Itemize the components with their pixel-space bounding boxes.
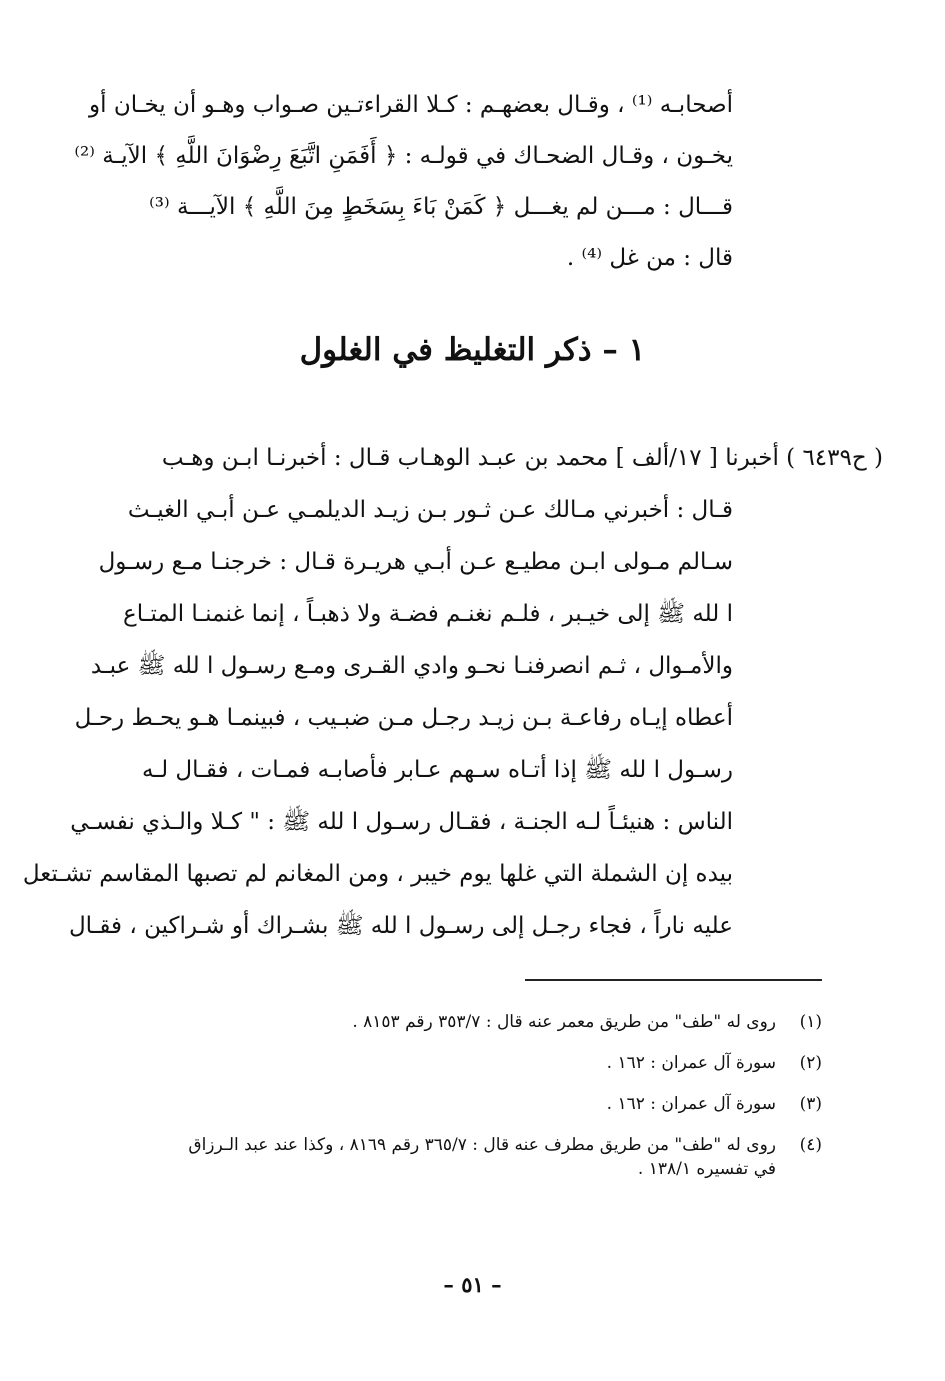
footnote-text <box>130 1010 776 1034</box>
hadith-paragraph <box>22 432 885 952</box>
text-line: سـالم مـولى ابـن مطيـع عـن أبـي هريـرة قـال : خرجنـا مـع رسـول <box>98 549 733 575</box>
text-line: والأمـوال ، ثـم انصرفنـا نحـو وادي القـرى ومـع رسـول ا لله ﷺ عبـد <box>90 653 733 679</box>
footnote-text <box>130 1051 776 1075</box>
footnote-line: في تفسيره ١٣٨/١ . <box>637 1159 776 1179</box>
text-line: بيده إن الشملة التي غلها يوم خيبر ، ومن المغانم لم تصبها المقاسم تشـتعل <box>22 861 733 887</box>
section-heading: ١ – ذكر التغليظ في الغلول <box>299 332 646 368</box>
text-line: ( ح٦٤٣٩ ) أخبرنا [ ١٧/ألف ] محمد بن عبـد الوهـاب قـال : أخبرنـا ابـن وهـب <box>161 445 883 471</box>
text-line: يخـون ، وقـال الضحـاك في قولـه : ﴿ أَفَمَنِ اتَّبَعَ رِضْوَانَ اللَّهِ ﴾ الآيـة ⁽²⁾ <box>74 143 733 169</box>
intro-paragraph <box>74 80 733 284</box>
footnote <box>130 1092 822 1116</box>
footnote-line: روى له "طف" من طريق معمر عنه قال : ٣٥٣/٧ رقم ٨١٥٣ . <box>352 1012 776 1032</box>
footnote <box>130 1010 822 1034</box>
footnote-text <box>130 1133 776 1181</box>
page-number: – ٥١ – <box>443 1272 502 1297</box>
text-line: أعطاه إيـاه رفاعـة بـن زيـد رجـل مـن ضبـيب ، فبينمـا هـو يحـط رحـل <box>74 705 733 731</box>
footnote <box>130 1051 822 1075</box>
footnote-line: سورة آل عمران : ١٦٢ . <box>606 1053 776 1073</box>
footnote-number: (٢) <box>799 1053 822 1073</box>
text-line: أصحابـه ⁽¹⁾ ، وقـال بعضهـم : كـلا القراءتـين صـواب وهـو أن يخـان أو <box>89 92 733 118</box>
footnote-number: (١) <box>799 1012 822 1032</box>
text-line: قـال : أخبرني مـالك عـن ثـور بـن زيـد الديلمـي عـن أبـي الغيـث <box>127 497 733 523</box>
footnote-number: (٣) <box>799 1094 822 1114</box>
footnote-divider <box>525 979 822 981</box>
text-line: رسـول ا لله ﷺ إذا أتـاه سـهم عـابر فأصابـه فمـات ، فقـال لـه <box>142 757 733 783</box>
text-line: ا لله ﷺ إلى خيـبر ، فلـم نغنـم فضـة ولا ذهبـاً ، إنما غنمنـا المتـاع <box>122 601 733 627</box>
footnote-number: (٤) <box>799 1135 822 1155</box>
footnote-line: روى له "طف" من طريق مطرف عنه قال : ٣٦٥/٧ رقم ٨١٦٩ ، وكذا عند عبد الـرزاق <box>188 1135 776 1155</box>
footnote-text <box>130 1092 776 1116</box>
text-line: الناس : هنيئـاً لـه الجنـة ، فقـال رسـول ا لله ﷺ : " كـلا والـذي نفسـي <box>70 809 733 835</box>
text-line: قال : من غل ⁽⁴⁾ . <box>566 245 733 271</box>
footnotes <box>130 1010 822 1198</box>
text-line: قـــال : مـــن لم يغـــل ﴿ كَمَنْ بَاءَ بِسَخَطٍ مِنَ اللَّهِ ﴾ الآيـــة ⁽³⁾ <box>149 194 733 220</box>
text-line: عليه ناراً ، فجاء رجـل إلى رسـول ا لله ﷺ بشـراك أو شـراكين ، فقـال <box>68 913 733 939</box>
footnote-line: سورة آل عمران : ١٦٢ . <box>606 1094 776 1114</box>
footnote <box>130 1133 822 1181</box>
